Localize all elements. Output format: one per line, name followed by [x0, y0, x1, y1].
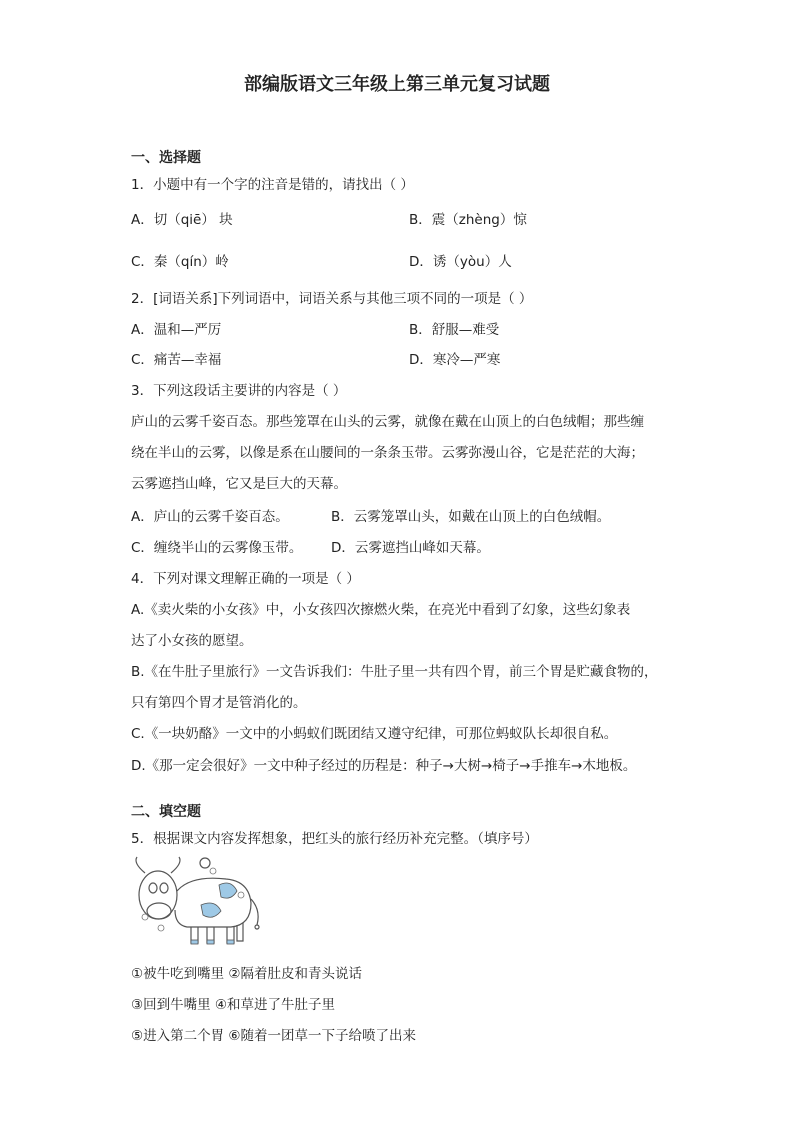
question-4-option-a-line-1: A.《卖火柴的小女孩》中，小女孩四次擦燃火柴，在亮光中看到了幻象，这些幻象表 — [131, 602, 631, 618]
question-3-passage-line-2: 绕在半山的云雾，以像是系在山腰间的一条条玉带。云雾弥漫山谷，它是茫茫的大海； — [131, 445, 644, 461]
question-4-stem: 4．下列对课文理解正确的一项是（ ） — [131, 571, 360, 587]
question-2-option-c: C．痛苦—幸福 — [131, 352, 222, 368]
question-2-option-a: A．温和—严厉 — [131, 322, 222, 338]
cow-marker-2 — [158, 925, 164, 931]
section-heading-choice: 一、选择题 — [131, 150, 201, 166]
cow-tail-tip — [255, 925, 259, 929]
cow-illustration — [131, 855, 263, 950]
question-3-option-c: C．缠绕半山的云雾像玉带。 — [131, 540, 303, 556]
cow-body — [175, 878, 251, 927]
question-1-stem: 1．小题中有一个字的注音是错的，请找出（ ） — [131, 177, 414, 193]
question-1-option-d: D．诱（yòu）人 — [409, 254, 512, 270]
bug-figure — [200, 858, 210, 868]
question-5-choices-line-2: ③回到牛嘴里 ④和草进了牛肚子里 — [131, 997, 335, 1013]
question-3-passage-line-3: 云雾遮挡山峰，它又是巨大的天幕。 — [131, 476, 347, 492]
question-4-option-b-line-1: B.《在牛肚子里旅行》一文告诉我们：牛肚子里一共有四个胃，前三个胃是贮藏食物的， — [131, 664, 658, 680]
cow-outline — [136, 857, 259, 943]
question-3-stem: 3．下列这段话主要讲的内容是（ ） — [131, 383, 347, 399]
question-3-option-b: B．云雾笼罩山头，如戴在山顶上的白色绒帽。 — [331, 509, 611, 525]
question-5-stem: 5．根据课文内容发挥想象，把红头的旅行经历补充完整。（填序号） — [131, 831, 538, 847]
question-3-passage-line-1: 庐山的云雾千姿百态。那些笼罩在山头的云雾，就像在戴在山顶上的白色绒帽；那些缠 — [131, 414, 644, 430]
cow-number-circles — [142, 868, 244, 931]
cow-marker-1 — [142, 914, 148, 920]
cow-marker-4 — [238, 892, 244, 898]
question-4-option-a-line-2: 达了小女孩的愿望。 — [131, 633, 253, 649]
cow-right-horn — [171, 857, 180, 873]
question-3-option-d: D．云雾遮挡山峰如天幕。 — [331, 540, 490, 556]
page-title: 部编版语文三年级上第三单元复习试题 — [244, 74, 550, 95]
cow-muzzle — [147, 903, 171, 919]
cow-marker-3 — [210, 868, 216, 874]
cow-patch-2 — [201, 903, 221, 917]
cow-left-horn — [136, 857, 145, 873]
question-1-option-a: A．切（qiē） 块 — [131, 212, 233, 228]
question-2-stem: 2．[词语关系]下列词语中，词语关系与其他三项不同的一项是（ ） — [131, 291, 533, 307]
question-5-choices-line-3: ⑤进入第二个胃 ⑥随着一团草一下子给喷了出来 — [131, 1028, 416, 1044]
cow-patch-1 — [219, 883, 237, 898]
section-heading-fill: 二、填空题 — [131, 804, 201, 820]
question-5-choices-line-1: ①被牛吃到嘴里 ②隔着肚皮和青头说话 — [131, 966, 362, 982]
cow-hoof-3 — [227, 940, 234, 944]
cow-hoof-2 — [207, 940, 214, 944]
question-4-option-b-line-2: 只有第四个胃才是管消化的。 — [131, 695, 307, 711]
question-3-option-a: A．庐山的云雾千姿百态。 — [131, 509, 289, 525]
cow-tail — [251, 899, 258, 925]
cow-hoof-1 — [191, 940, 198, 944]
cow-left-eye — [149, 883, 157, 893]
question-2-option-d: D．寒冷—严寒 — [409, 352, 501, 368]
question-2-option-b: B．舒服—难受 — [409, 322, 500, 338]
question-4-option-c: C.《一块奶酪》一文中的小蚂蚁们既团结又遵守纪律，可那位蚂蚁队长却很自私。 — [131, 726, 618, 742]
question-1-option-b: B．震（zhèng）惊 — [409, 212, 527, 228]
question-1-option-c: C．秦（qín）岭 — [131, 254, 229, 270]
cow-right-eye — [160, 883, 168, 893]
question-4-option-d: D.《那一定会很好》一文中种子经过的历程是：种子→大树→椅子→手推车→木地板。 — [131, 758, 637, 774]
